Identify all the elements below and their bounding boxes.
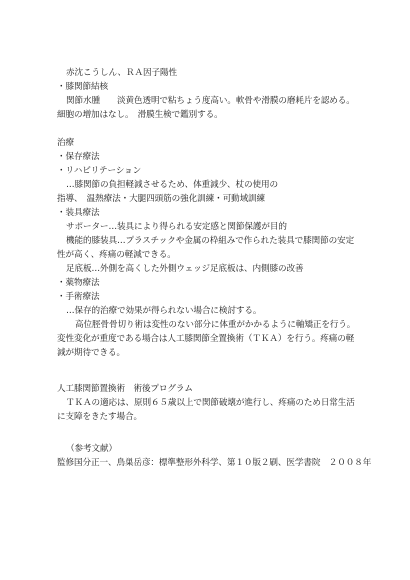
rehab-desc-2: 指導、 温熱療法・大腿四頭筋の強化訓練・可動域訓練 bbox=[57, 194, 266, 204]
supporter-line: サポーター…装具により得られる安定感と関節保護が目的 bbox=[66, 222, 287, 232]
tka-line-cont: 減が期待できる。 bbox=[57, 348, 125, 358]
references-heading: （参考文献） bbox=[66, 444, 117, 454]
treatment-heading: 治療 bbox=[57, 138, 74, 148]
rehab-item: ・リハビリテーション bbox=[57, 166, 142, 176]
tb-arthritis-heading: ・膝関節結核 bbox=[57, 82, 108, 92]
reference-entry: 監修国分正一、鳥巣岳彦：標準整形外科学、第１０版２刷、医学書院 ２００８年 bbox=[57, 458, 372, 468]
tka-indication-cont: に支障をきたす場合。 bbox=[57, 412, 142, 422]
surgery-item: ・手術療法 bbox=[57, 292, 100, 302]
postop-heading: 人工膝関節置換術 術後プログラム bbox=[57, 384, 193, 394]
ra-factor-line: 赤沈こうしん、ＲＡ因子陽性 bbox=[66, 68, 177, 78]
effusion-line: 関節水腫 淡黄色透明で粘ちょう度高い。軟骨や滑膜の磨耗片を認める。 bbox=[66, 96, 355, 106]
surgery-desc: …保存的治療で効果が得られない場合に検討する。 bbox=[66, 306, 262, 316]
conservative-item: ・保存療法 bbox=[57, 152, 100, 162]
functional-brace-cont: 性が高く、疼痛の軽減できる。 bbox=[57, 250, 176, 260]
functional-brace-line: 機能的膝装具…プラスチックや金属の枠組みで作られた装具で膝関節の安定 bbox=[66, 236, 355, 246]
hto-line: 高位脛骨骨切り術は変性のない部分に体重がかかるように軸矯正を行う。 bbox=[75, 320, 356, 330]
orthosis-item: ・装具療法 bbox=[57, 208, 100, 218]
drug-therapy-item: ・薬物療法 bbox=[57, 278, 100, 288]
tka-indication-line: ＴＫＡの適応は、原則６５歳以上で関節破壊が進行し、疼痛のため日常生活 bbox=[66, 398, 355, 408]
cell-count-line: 細胞の増加はなし。 滑膜生検で鑑別する。 bbox=[57, 110, 223, 120]
tka-line: 変性変化が重度である場合は人工膝関節全置換術（ＴＫＡ）を行う。疼痛の軽 bbox=[57, 334, 355, 344]
rehab-desc-1: …膝関節の負担軽減させるため、体重減少、杖の使用の bbox=[66, 180, 279, 190]
insole-line: 足底板…外側を高くした外側ウェッジ足底板は、内側膝の改善 bbox=[66, 264, 304, 274]
